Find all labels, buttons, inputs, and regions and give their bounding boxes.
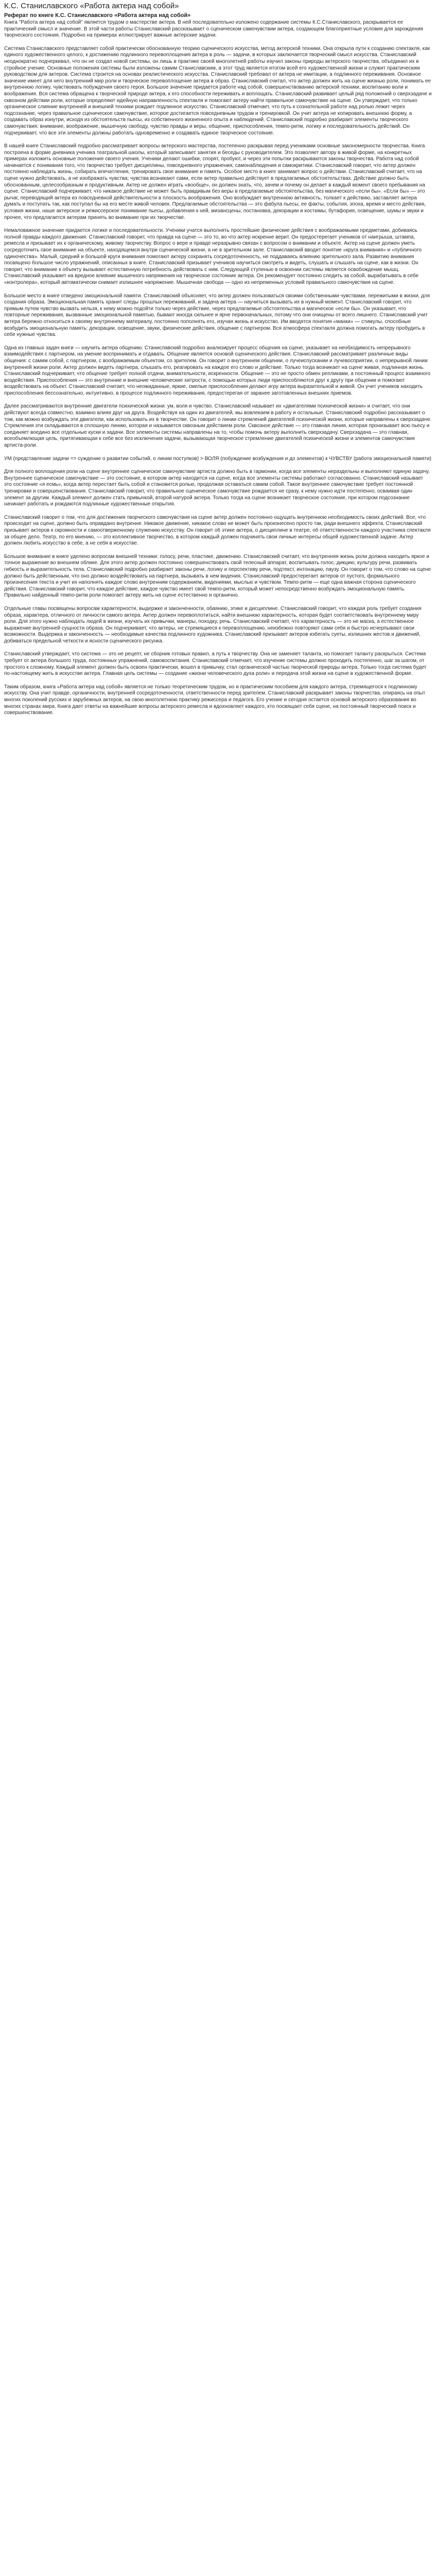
document-page (0, 0, 436, 719)
paragraph-characterization: Отдельные главы посвящены вопросам характерности, выдержке и законченности, обаянию, этике и дисциплине. Станиславский говорит, что каждая роль требует создания образа, характера, отличного от личности самого актера. Актер должен перевоплотиться, найти внешнюю характерность, которая будет соответствовать внутреннему миру роли. Для этого нужно наблюдать людей в жизни, изучать их привычки, манеры, походку, речь. Станиславский считает, что характерность — это не маска, а естественное выражение внутренней сущности образа. Он подчеркивает, что актеры, не стремящиеся к перевоплощению, неизбежно повторяют сами себя и быстро исчерпывают свои возможности. Выдержка и законченность — необходимые качества подлинного художника. Станиславский призывает актеров избегать суеты, излишних жестов и движений, добиваться предельной четкости и ясности сценического рисунка. (4, 605, 422, 644)
paragraph-inner-state: Для полного воплощения роли на сцене внутреннее сценическое самочувствие артиста должно быть в гармонии, когда все элементы нераздельны и выполняют единую задачу. Внутреннее сценическое самочувствие — это состояние, в котором актер находится на сцене, когда все элементы системы работают согласованно. Станиславский называет это состояние «я есмь», когда актер перестает быть собой и становится ролью, продолжая оставаться самим собой. Такое внутреннее самочувствие требует постоянной тренировки и совершенствования. Станиславский говорит, что правильное сценическое самочувствие рождается не сразу, к нему нужно идти постепенно, осваивая один элемент за другим. Каждый элемент должен стать привычкой, второй натурой актера. Только тогда на сцене возникает творческое состояние, при котором подсознание начинает работать и рождаются подлинные художественные открытия. (4, 469, 430, 507)
paragraph-external-technique: Большое внимание в книге уделено вопросам внешней техники: голосу, речи, пластике, движению. Станиславский считает, что внутренняя жизнь роли должна находить яркое и точное выражение во внешнем облике. Для этого актер должен постоянно совершенствовать свой телесный аппарат, воспитывать голос, дикцию, культуру речи, развивать гибкость и выразительность тела. Станиславский подробно разбирает законы речи, логику и перспективу речи, подтекст, интонацию, паузу. Он говорит о том, что слово на сцене должно быть действенным, что оно должно воздействовать на партнера, вызывать в нем видения. Станиславский предостерегает актеров от пустого, формального произнесения текста и учит их наполнять каждое слово внутренним содержанием, видениями, мыслью и чувством. Темпо-ритм — еще одна важная сторона сценического действия. Станиславский говорит, что каждое действие, каждое чувство имеет свой темпо-ритм, который может непосредственно возбуждать эмоциональную память. Правильно найденный темпо-ритм роли помогает актеру жить на сцене естественно и органично. (4, 553, 431, 599)
paragraph-emotional-memory: Большое место в книге отведено эмоциональной памяти. Станиславский объясняет, что актер должен пользоваться своими собственными чувствами, пережитыми в жизни, для создания образа. Эмоциональная память хранит следы прошлых переживаний, и задача актера — научиться вызывать их в нужный момент. Станиславский говорит, что прямым путем чувство вызвать нельзя, к нему можно подойти только через действие, через предлагаемые обстоятельства и магическое «если бы». Он указывает, что повторные переживания, вызванные эмоциональной памятью, бывают иногда сильнее и ярче первоначальных, потому что они очищены от всего лишнего. Станиславский учит актера бережно относиться к своему внутреннему материалу, постоянно пополнять его, изучая жизнь и искусство. Им вводятся понятия «манки» — стимулы, способные возбудить эмоциональную память: декорации, освещение, звуки, физические действия, общение с партнером. Вся атмосфера спектакля должна помогать актеру пробудить в себе нужные чувства. (4, 293, 430, 338)
paragraph-justification: Станиславский говорит о том, что для достижения творческого самочувствия на сцене актер должен постоянно ощущать внутреннюю необходимость своих действий. Все, что происходит на сцене, должно быть оправдано внутренне. Никакое движение, никакое слово не может быть произнесено просто так, ради внешнего эффекта. Станиславский призывает актеров к скромности и самоотверженному служению искусству. Он говорит об этике актера, о дисциплине в театре, об ответственности каждого участника спектакля за общее дело. Театр, по его мнению, — это коллективное творчество, в котором каждый должен подчинять свои личные интересы общей художественной задаче. Актер должен любить искусство в себе, а не себя в искусстве. (4, 514, 431, 547)
paragraph-system-path: Станиславский утверждает, что система — это не рецепт, не сборник готовых правил, а путь к творчеству. Она не заменяет таланта, но помогает таланту раскрыться. Система требует от актера большого труда, постоянных упражнений, самовоспитания. Станиславский отмечает, что изучение системы должно проходить постепенно, шаг за шагом, от простого к сложному. Каждый элемент должен быть освоен практически, вошел в привычку, стал органической частью творческой природы актера. Только тогда система будет по-настоящему жить в искусстве актера. Главная цель системы — создание «жизни человеческого духа роли» и передача этой жизни на сцене в художественной форме. (4, 651, 427, 677)
paragraph-book-structure: В нашей книге Станиславский подробно рассматривает вопросы актерского мастерства, постепенно раскрывая перед учениками основные закономерности творчества. Книга построена в форме дневника ученика театральной школы, который записывает занятия и беседы с руководителем. Это позволяет автору в живой форме, на конкретных примерах изложить основные положения своего учения. Ученики делают ошибки, спорят, пробуют, и через эти попытки раскрываются законы творчества. Работа над собой начинается с понимания того, что творчество требует дисциплины, повседневного упражнения, самонаблюдения и самокритики. Станиславский говорит, что актер должен постоянно наблюдать жизнь, собирать впечатления, тренировать свое внимание и память. Особое место в книге занимает вопрос о действии. Станиславский считает, что на сцене нужно действовать, а не изображать чувства; чувства возникают сами, если актер правильно действует в предлагаемых обстоятельствах. Действие должно быть обоснованным, целесообразным и продуктивным. Актер не должен играть «вообще», он должен знать, что, зачем и почему он делает в каждый момент своего пребывания на сцене. Станиславский подчеркивает, что никакое действие не может быть правдивым без веры в предлагаемые обстоятельства, без магического «если бы». «Если бы» — это рычаг, переводящий актера из повседневной действительности в плоскость воображения. Оно возбуждает внутреннюю активность, толкает к действию, заставляет актера думать и поступать так, как поступал бы на его месте живой человек. Предлагаемые обстоятельства — это фабула пьесы, ее факты, события, эпоха, время и место действия, условия жизни, наше актерское и режиссерское понимание пьесы, добавления к ней, мизансцены, постановка, декорации и костюмы, бутафория, освещение, шумы и звуки и прочее, что предлагается актерам принять во внимание при их творчестве. (4, 143, 426, 221)
paragraph-logic-attention: Немаловажное значение придается логике и последовательности. Ученики учатся выполнять простейшие физические действия с воображаемыми предметами, добиваясь полной правды каждого движения. Станиславский говорит, что правда на сцене — это то, во что актер искренне верит. Он предостерегает учеников от наигрыша, штампа, ремесла и призывает их к органическому, живому творчеству. Вопрос о вере и правде неразрывно связан с вопросом о внимании и объекте. Актер на сцене должен уметь сосредоточить свое внимание на объекте, находящемся внутри сценической жизни, а не в зрительном зале. Станиславский вводит понятие «круга внимания» и «публичного одиночества». Малый, средний и большой круги внимания помогают актеру сохранять сосредоточенность, не поддаваясь влиянию зрительного зала. Развитию внимания посвящено большое число упражнений, описанных в книге. Станиславский призывает учеников научиться смотреть и видеть, слушать и слышать на сцене, как в жизни. Он говорит, что внимание к объекту вызывает естественную потребность действовать с ним. Следующей ступенью в освоении системы является освобождение мышц. Станиславский указывает на вредное влияние мышечного напряжения на творческое состояние актера. Он рекомендует постоянно следить за собой, вырабатывать в себе «контролера», который автоматически снимает излишнее напряжение. Мышечная свобода — одно из непременных условий правильного самочувствия на сцене. (4, 228, 422, 285)
abstract-title: Реферат по книге К.С. Станиславского «Работа актера над собой» (4, 12, 191, 19)
page-title: К.С. Станиславского «Работа актера над собой» (4, 2, 179, 10)
paragraph-formula: УМ (представление задачи => суждение о развитии событий, о линии поступков) > ВОЛЯ (побуждение возбуждения и до элементов) к ЧУВСТВУ (работа эмоциональной памяти) (4, 455, 432, 462)
paragraph-motive-forces: Далее рассматриваются внутренние двигатели психической жизни: ум, воля и чувство. Станиславский называет их «двигателями психической жизни» и считает, что они действуют всегда совместно, взаимно влияя друг на друга. Воздействуя на один из двигателей, мы вовлекаем в работу и остальные. Станиславский подробно рассказывает о том, как можно возбуждать эти двигатели, как использовать их в творчестве. Он говорит о линии стремлений двигателей психической жизни, которые направлены к сверхзадаче. Стремления эти складываются в сплошную линию, которая и называется сквозным действием роли. Сквозное действие — это главная линия, которая пронизывает всю пьесу и соединяет воедино все отдельные куски и задачи. Все элементы системы направлены на то, чтобы помочь актеру выполнить сверхзадачу. Сверхзадача — это главная, всеобъемлющая цель, притягивающая к себе все без исключения задачи, вызывающая творческое стремление двигателей психической жизни и элементов самочувствия артиста-роли. (4, 403, 432, 449)
document-body (4, 20, 432, 717)
paragraph-conclusion: Таким образом, книга «Работа актера над собой» является не только теоретическим трудом, но и практическим пособием для каждого актера, стремящегося к подлинному искусству. Она учит правде, органичности, внутренней сосредоточенности, ответственности перед зрителем. Станиславский раскрывает законы творчества, опираясь на опыт многих поколений русских и зарубежных актеров, на свою многолетнюю практику режиссера и педагога. Его учение и сегодня остается основой актерского образования во многих странах мира. Книга дает ответы на важнейшие вопросы актерского ремесла и вдохновляет каждого, кто посвящает себя сцене, на постоянный творческий поиск и совершенствование. (4, 684, 426, 716)
paragraph-communication: Одна из главных задач книги — научить актера общению. Станиславский подробно анализирует процесс общения на сцене, указывает на необходимость непрерывного взаимодействия с партнером, на умение воспринимать и отдавать. Общение является основой сценического действия. Станиславский рассматривает различные виды общения: с самим собой, с партнером, с воображаемым объектом, со зрителем. Он говорит о внутреннем общении, о лучеиспускании и лучевосприятии, о непрерывной линии внутренней жизни роли. Актер должен видеть партнера, слышать его, реагировать на каждое его слово и действие. Только тогда возникает на сцене живая, подлинная жизнь. Станиславский подчеркивает, что общение требует полной отдачи, внимательности, искренности. Общение — это не просто обмен репликами, а постоянный процесс взаимного воздействия. Приспособления — это внутренние и внешние человеческие хитрости, с помощью которых люди приспособляются друг к другу при общении и помогают воздействовать на объект. Станиславский считает, что неожиданные, яркие, смелые приспособления делают игру актера выразительной и живой. Он учит учеников находить приспособления бессознательно, интуитивно, в процессе подлинного переживания, предостерегая от заранее заготовленных внешних приемов. (4, 345, 430, 396)
paragraph-system: Система Станиславского представляет собой практически обоснованную теорию сценического искусства, метод актерской техники. Она открыла пути к созданию спектакля, как единого художественного целого, к достижению подлинного перевоплощения актера в роль — задачи, в которых заключается творческий смысл искусства. Станиславский неоднократно подчеркивал, что он не создал новой системы, он лишь в практике своей многолетней работы изучил законы природы актерского творчества, объединил их в стройное учение. Основные положения системы были изложены самим Станиславским, а этот труд является итогом всей его художественной жизни и служит практическим руководством для актеров. Система строится на основах реалистического искусства. Станиславский требовал от актера не имитации, а подлинного переживания. Основное значение имеет для него внутренний мир роли и творческое перевоплощение актера в образ. Станиславский считал, что актер должен жить на сцене жизнью роли, понимать ее внутреннюю логику, чувствовать побуждения своего героя. Большое значение придается работе над собой, совершенствованию актерской техники, воспитанию воли и воображения. Вся система обращена к творческой природе актера, к его способности переживать и воплощать. Станиславский развивает целый ряд положений о сверхзадаче и сквозном действии роли, которые определяют идейную направленность спектакля и помогают актеру найти правильное самочувствие на сцене. Он утверждает, что только органическое слияние внутренней и внешней техники рождает подлинное искусство. Станиславский отмечает, что путь к сознательной работе над ролью лежит через подсознание, через правильное сценическое самочувствие, которое достигается повседневным трудом и тренировкой. Он учит актера не копировать внешнюю форму, а создавать образ изнутри, исходя из обстоятельств пьесы, из собственного жизненного опыта и наблюдений. Станиславский подробно разбирает элементы творческого самочувствия: внимание, воображение, мышечную свободу, чувство правды и веры, общение, приспособления, темпо-ритм, логику и последовательность действий. Он подчеркивает, что все эти элементы должны работать одновременно и создавать единое творческое состояние. (4, 45, 432, 136)
paragraph-intro: Книга "Работа актера над собой" является трудом о мастерстве актера. В ней последовательно изложено содержание системы К.С.Станиславского, раскрывается ее практический смысл и значение. В этой части работы Станиславский рассказывает о сценическом самочувствии актера, создающем благоприятные условия для зарождения творческого состояния. Подробно на примерах иллюстрирует важные актерские задачи. (4, 20, 423, 39)
